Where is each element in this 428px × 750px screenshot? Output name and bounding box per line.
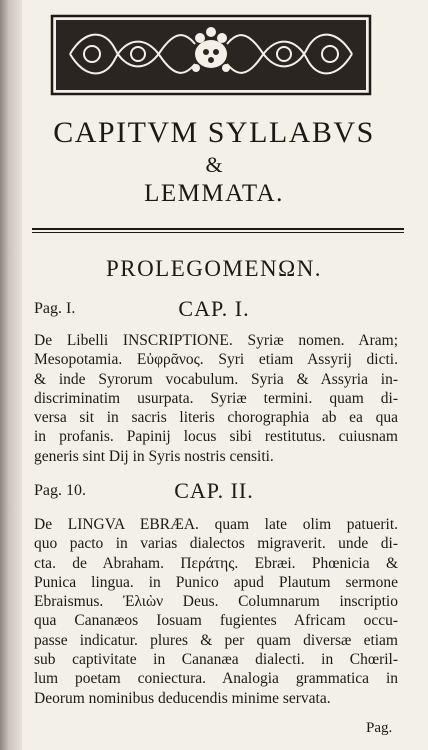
chapter-summary bbox=[34, 331, 398, 466]
chapter-heading: CAP. II. bbox=[174, 478, 254, 503]
catchword: Pag. bbox=[366, 720, 393, 736]
divider-thick bbox=[32, 228, 404, 230]
text-line: Mesopotamia. Εὐφρᾶνος. Syri etiam Assyrij dicti. bbox=[34, 351, 398, 369]
text-line: Deorum nominibus deducendis minime servata. bbox=[34, 689, 331, 707]
text-line: sub captivitate in Cananæa dialecti. in Chœril- bbox=[34, 651, 398, 669]
text-line: & inde Syrorum vocabulum. Syria & Assyria in- bbox=[34, 370, 398, 388]
section-title: PROLEGOMENΩN. bbox=[105, 256, 323, 281]
divider-thin bbox=[32, 232, 404, 233]
text-line: qua Cananæos Iosuam fugientes Africam occu- bbox=[34, 612, 398, 630]
text-line: passe indicatur. plures & per quam diversæ etiam bbox=[34, 631, 398, 649]
text-line: in profanis. Papinij locus sibi restitutus. cuiusnam bbox=[34, 428, 398, 446]
text-line: De LINGVA EBRÆA. quam late olim patuerit. bbox=[34, 516, 398, 533]
ornamental-headpiece bbox=[50, 14, 372, 96]
text-line: cta. de Abraham. Περάτης. Ebræi. Phœnicia & bbox=[34, 554, 398, 572]
text-line: quo pacto in varias dialectos migraverit. unde di- bbox=[34, 535, 398, 553]
page-gutter bbox=[0, 0, 22, 750]
page-title: CAPITVM SYLLABVS bbox=[53, 116, 375, 149]
chapter-page-ref: Pag. I. bbox=[34, 300, 76, 317]
text-line: discriminatim usurpata. Syriæ termini. quam di- bbox=[34, 389, 398, 407]
chapter-heading: CAP. I. bbox=[178, 296, 250, 321]
chapter-summary bbox=[34, 515, 398, 708]
chapter-page-ref: Pag. 10. bbox=[34, 482, 86, 499]
text-line: versa sit in sacris literis chorographia ab ea qua bbox=[34, 409, 398, 427]
text-line: generis sint Dij in Syris nostris censiti. bbox=[34, 447, 274, 465]
text-line: Ebraismus. Ἐλιὼν Deus. Columnarum inscriptio bbox=[34, 593, 398, 611]
text-line: lum poetam coniectura. Analogia grammatica in bbox=[34, 670, 398, 688]
page-subtitle: LEMMATA. bbox=[144, 180, 284, 207]
text-line: De Libelli INSCRIPTIONE. Syriæ nomen. Aram; bbox=[34, 332, 398, 349]
title-ampersand: & bbox=[205, 152, 223, 177]
text-line: Punica lingua. in Punico apud Plautum sermone bbox=[34, 573, 398, 591]
